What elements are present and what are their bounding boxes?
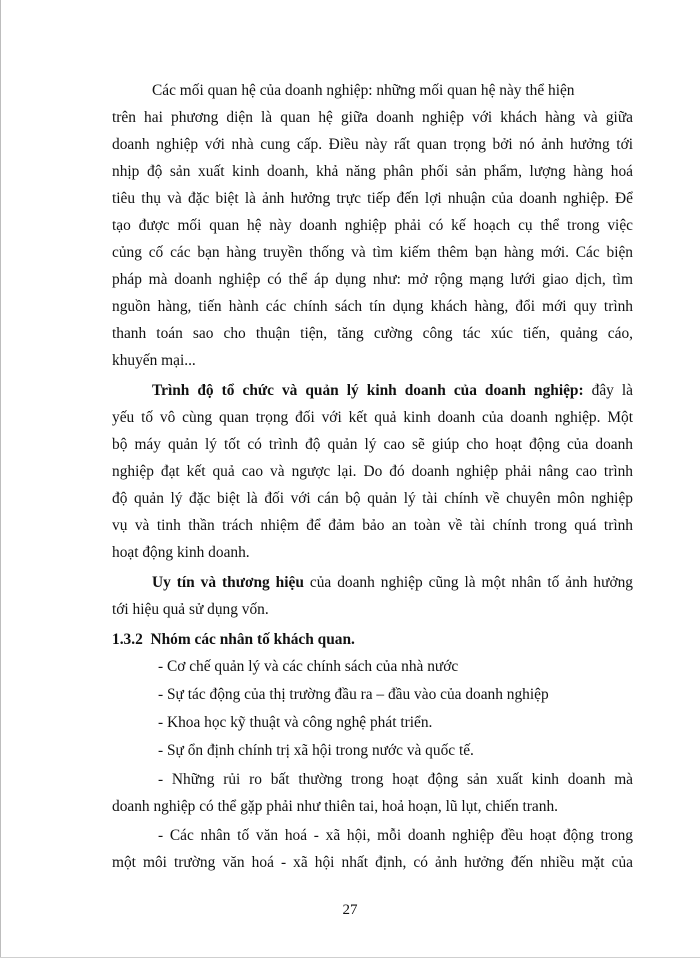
list-item: - Khoa học kỹ thuật và công nghệ phát triển. (158, 714, 433, 731)
paragraph-text: của doanh nghiệp cũng là một nhân tố ảnh hưởng (303, 574, 633, 591)
paragraph-line: tạo được mối quan hệ này doanh nghiệp phải có kế hoạch cụ thể trong việc (112, 217, 633, 234)
paragraph-line: doanh nghiệp với nhà cung cấp. Điều này rất quan trọng bởi nó ảnh hưởng tới (112, 136, 633, 153)
list-item-continuation: doanh nghiệp có thể gặp phải như thiên tai, hoả hoạn, lũ lụt, chiến tranh. (112, 798, 559, 815)
paragraph-line: yếu tố vô cùng quan trọng đối với kết quả kinh doanh của doanh nghiệp. Một (112, 409, 633, 426)
paragraph-line (152, 381, 633, 401)
paragraph-line: bộ máy quản lý tốt có trình độ quản lý cao sẽ giúp cho hoạt động của doanh (112, 436, 633, 453)
paragraph-heading: Uy tín và thương hiệu (152, 574, 304, 591)
paragraph-line (152, 573, 633, 593)
page-number: 27 (342, 902, 358, 918)
paragraph-line: khuyến mại... (112, 352, 196, 369)
list-item: - Các nhân tố văn hoá - xã hội, mỗi doanh nghiệp đều hoạt động trong (158, 827, 633, 844)
paragraph-line: trên hai phương diện là quan hệ giữa doanh nghiệp với khách hàng và giữa (112, 109, 633, 126)
paragraph-line: thanh toán sao cho thuận tiện, tăng cường công tác xúc tiến, quảng cáo, (112, 325, 633, 342)
paragraph-heading: Trình độ tổ chức và quản lý kinh doanh của doanh nghiệp: (152, 382, 584, 399)
paragraph-line: Các mối quan hệ của doanh nghiệp: những mối quan hệ này thể hiện (152, 82, 575, 99)
paragraph-line: pháp mà doanh nghiệp có thể áp dụng như: mở rộng mạng lưới giao dịch, tìm (112, 271, 633, 288)
paragraph-line: nghiệp đạt kết quả cao và ngược lại. Do đó doanh nghiệp phải nâng cao trình (112, 463, 633, 480)
paragraph-text: đây là (583, 382, 633, 399)
section-number: 1.3.2 (112, 631, 143, 648)
paragraph-line: nguồn hàng, tiến hành các chính sách tín dụng khách hàng, đổi mới quy trình (112, 298, 633, 315)
paragraph-line: tiêu thụ và đặc biệt là ảnh hưởng trực tiếp đến lợi nhuận của doanh nghiệp. Để (112, 190, 633, 207)
list-item-continuation: một môi trường văn hoá - xã hội nhất định, có ảnh hưởng đến nhiều mặt của (112, 854, 633, 871)
list-item: - Những rủi ro bất thường trong hoạt động sản xuất kinh doanh mà (158, 771, 633, 788)
list-item: - Sự tác động của thị trường đầu ra – đầu vào của doanh nghiệp (158, 686, 549, 703)
paragraph-line: nhịp độ sản xuất kinh doanh, khả năng phân phối sản phẩm, lượng hàng hoá (112, 163, 633, 180)
paragraph-line: hoạt động kinh doanh. (112, 544, 250, 561)
page-left-border (0, 0, 1, 958)
paragraph-line: vụ và tinh thần trách nhiệm để đảm bảo an toàn về tài chính trong quá trình (112, 517, 633, 534)
paragraph-line: củng cố các bạn hàng truyền thống và tìm kiếm thêm bạn hàng mới. Các biện (112, 244, 633, 261)
list-item: - Sự ổn định chính trị xã hội trong nước và quốc tế. (158, 742, 474, 759)
page-bottom-border (0, 957, 700, 958)
paragraph-line: tới hiệu quả sử dụng vốn. (112, 601, 269, 618)
section-title: Nhóm các nhân tố khách quan. (150, 631, 355, 648)
list-item: - Cơ chế quản lý và các chính sách của nhà nước (158, 658, 459, 675)
section-heading (112, 630, 355, 650)
paragraph-line: độ quản lý đặc biệt là đối với cán bộ quản lý tài chính về chuyên môn nghiệp (112, 490, 633, 507)
